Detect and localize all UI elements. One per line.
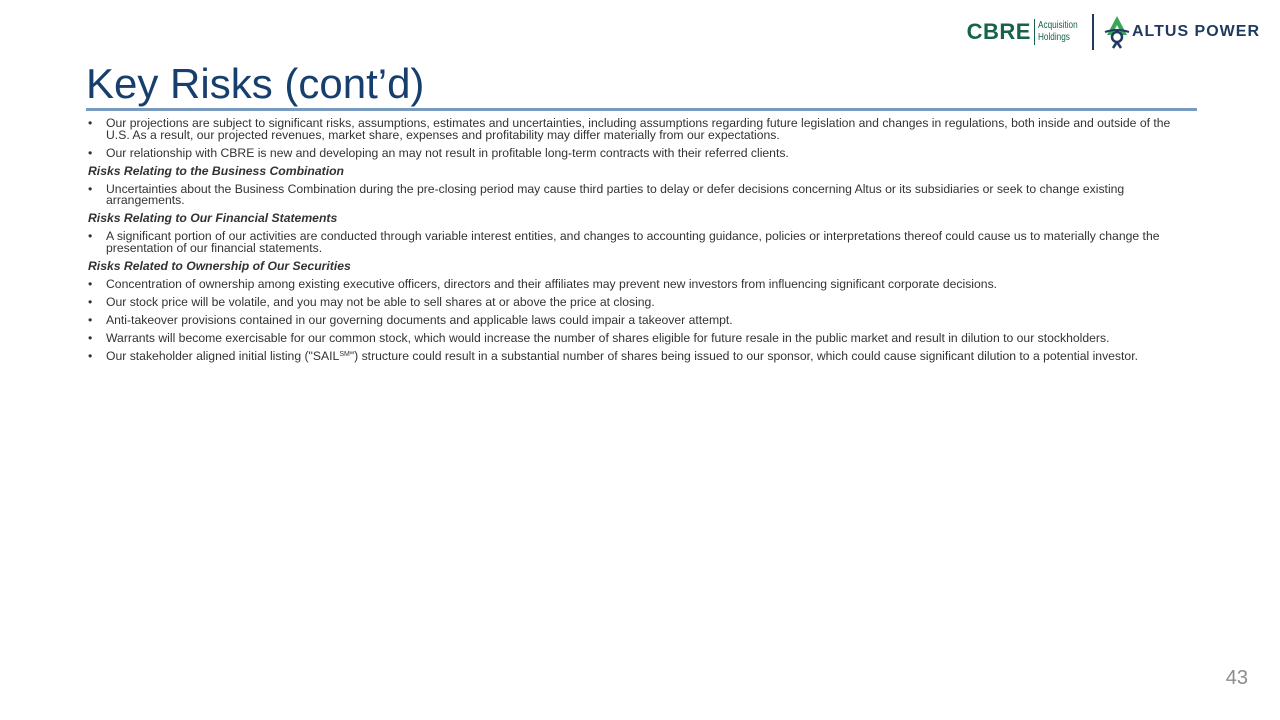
list-item-text: Uncertainties about the Business Combination during the pre-closing period may cause third parties to delay or defer decisions concerning Altus or its subsidiaries or seek to change existing arrangements. xyxy=(106,181,1125,207)
list-item xyxy=(88,348,1188,363)
list-item xyxy=(88,276,1188,291)
bullet-marker: • xyxy=(88,181,93,196)
list-item-text: Our relationship with CBRE is new and developing an may not result in profitable long-term contracts with their referred clients. xyxy=(106,145,789,160)
altus-power-logo-text: ALTUS POWER xyxy=(1131,23,1260,40)
list-item-text: Concentration of ownership among existing executive officers, directors and their affiliates may prevent new investors from influencing significant corporate decisions. xyxy=(106,276,998,291)
list-item xyxy=(88,118,1188,141)
cbre-logo-bar xyxy=(1034,19,1035,45)
cbre-logo-subtext xyxy=(1038,20,1076,44)
altus-power-logo-icon xyxy=(1104,15,1130,49)
cbre-acquisition-holdings-logo xyxy=(967,19,1084,45)
risk-list xyxy=(88,118,1188,369)
cbre-logo-text: CBRE xyxy=(966,19,1031,44)
section-heading: Risks Relating to Our Financial Statements xyxy=(88,211,338,225)
list-item-text xyxy=(106,349,1138,363)
bullet-marker: • xyxy=(88,229,93,243)
list-item xyxy=(88,231,1188,254)
list-item-text: Our projections are subject to significant risks, assumptions, estimates and uncertainties, including assumptions regarding future legislation and changes in regulations, both inside and outside of the U.S. As a result, our projected revenues, market share, expenses and profitability may differ materially from our expectations. xyxy=(106,116,1171,142)
list-item xyxy=(88,181,1188,207)
bullet-marker: • xyxy=(88,330,93,345)
page-title: Key Risks (cont’d) xyxy=(86,60,425,107)
page-number: 43 xyxy=(1225,667,1248,689)
bullet-marker: • xyxy=(88,116,93,130)
header-logos xyxy=(967,12,1260,52)
list-item-text: Anti-takeover provisions contained in our governing documents and applicable laws could impair a takeover attempt. xyxy=(106,312,733,327)
list-item-text: A significant portion of our activities are conducted through variable interest entities, and changes to accounting guidance, policies or interpretations thereof could cause us to materially change the presentation of our financial statements. xyxy=(106,229,1160,255)
bullet-marker: • xyxy=(88,276,93,291)
list-item xyxy=(88,145,1188,160)
list-item xyxy=(88,330,1188,345)
section-heading: Risks Related to Ownership of Our Securities xyxy=(88,258,351,273)
list-item xyxy=(88,312,1188,327)
cbre-sub-line2: Holdings xyxy=(1037,32,1070,43)
service-mark-superscript: SM xyxy=(339,350,350,358)
title-underline xyxy=(86,108,1197,111)
list-item-text: Our stock price will be volatile, and you may not be able to sell shares at or above the price at closing. xyxy=(106,294,655,309)
bullet-marker: • xyxy=(88,312,93,327)
bullet-marker: • xyxy=(88,145,93,160)
list-item-text: Warrants will become exercisable for our common stock, which would increase the number of shares eligible for future resale in the public market and result in dilution to our stockholders. xyxy=(106,330,1110,345)
list-item-text-part: Our stakeholder aligned initial listing ("SAIL xyxy=(106,348,340,363)
section-heading: Risks Relating to the Business Combination xyxy=(88,163,344,178)
logo-divider xyxy=(1092,14,1094,50)
list-item-text-part: ") structure could result in a substantial number of shares being issued to our sponsor, which could cause significant dilution to a potential investor. xyxy=(349,348,1138,363)
bullet-marker: • xyxy=(88,348,93,363)
list-item xyxy=(88,294,1188,309)
bullet-marker: • xyxy=(88,294,93,309)
altus-power-logo xyxy=(1104,15,1260,49)
cbre-sub-line1: Acquisition xyxy=(1037,20,1078,31)
